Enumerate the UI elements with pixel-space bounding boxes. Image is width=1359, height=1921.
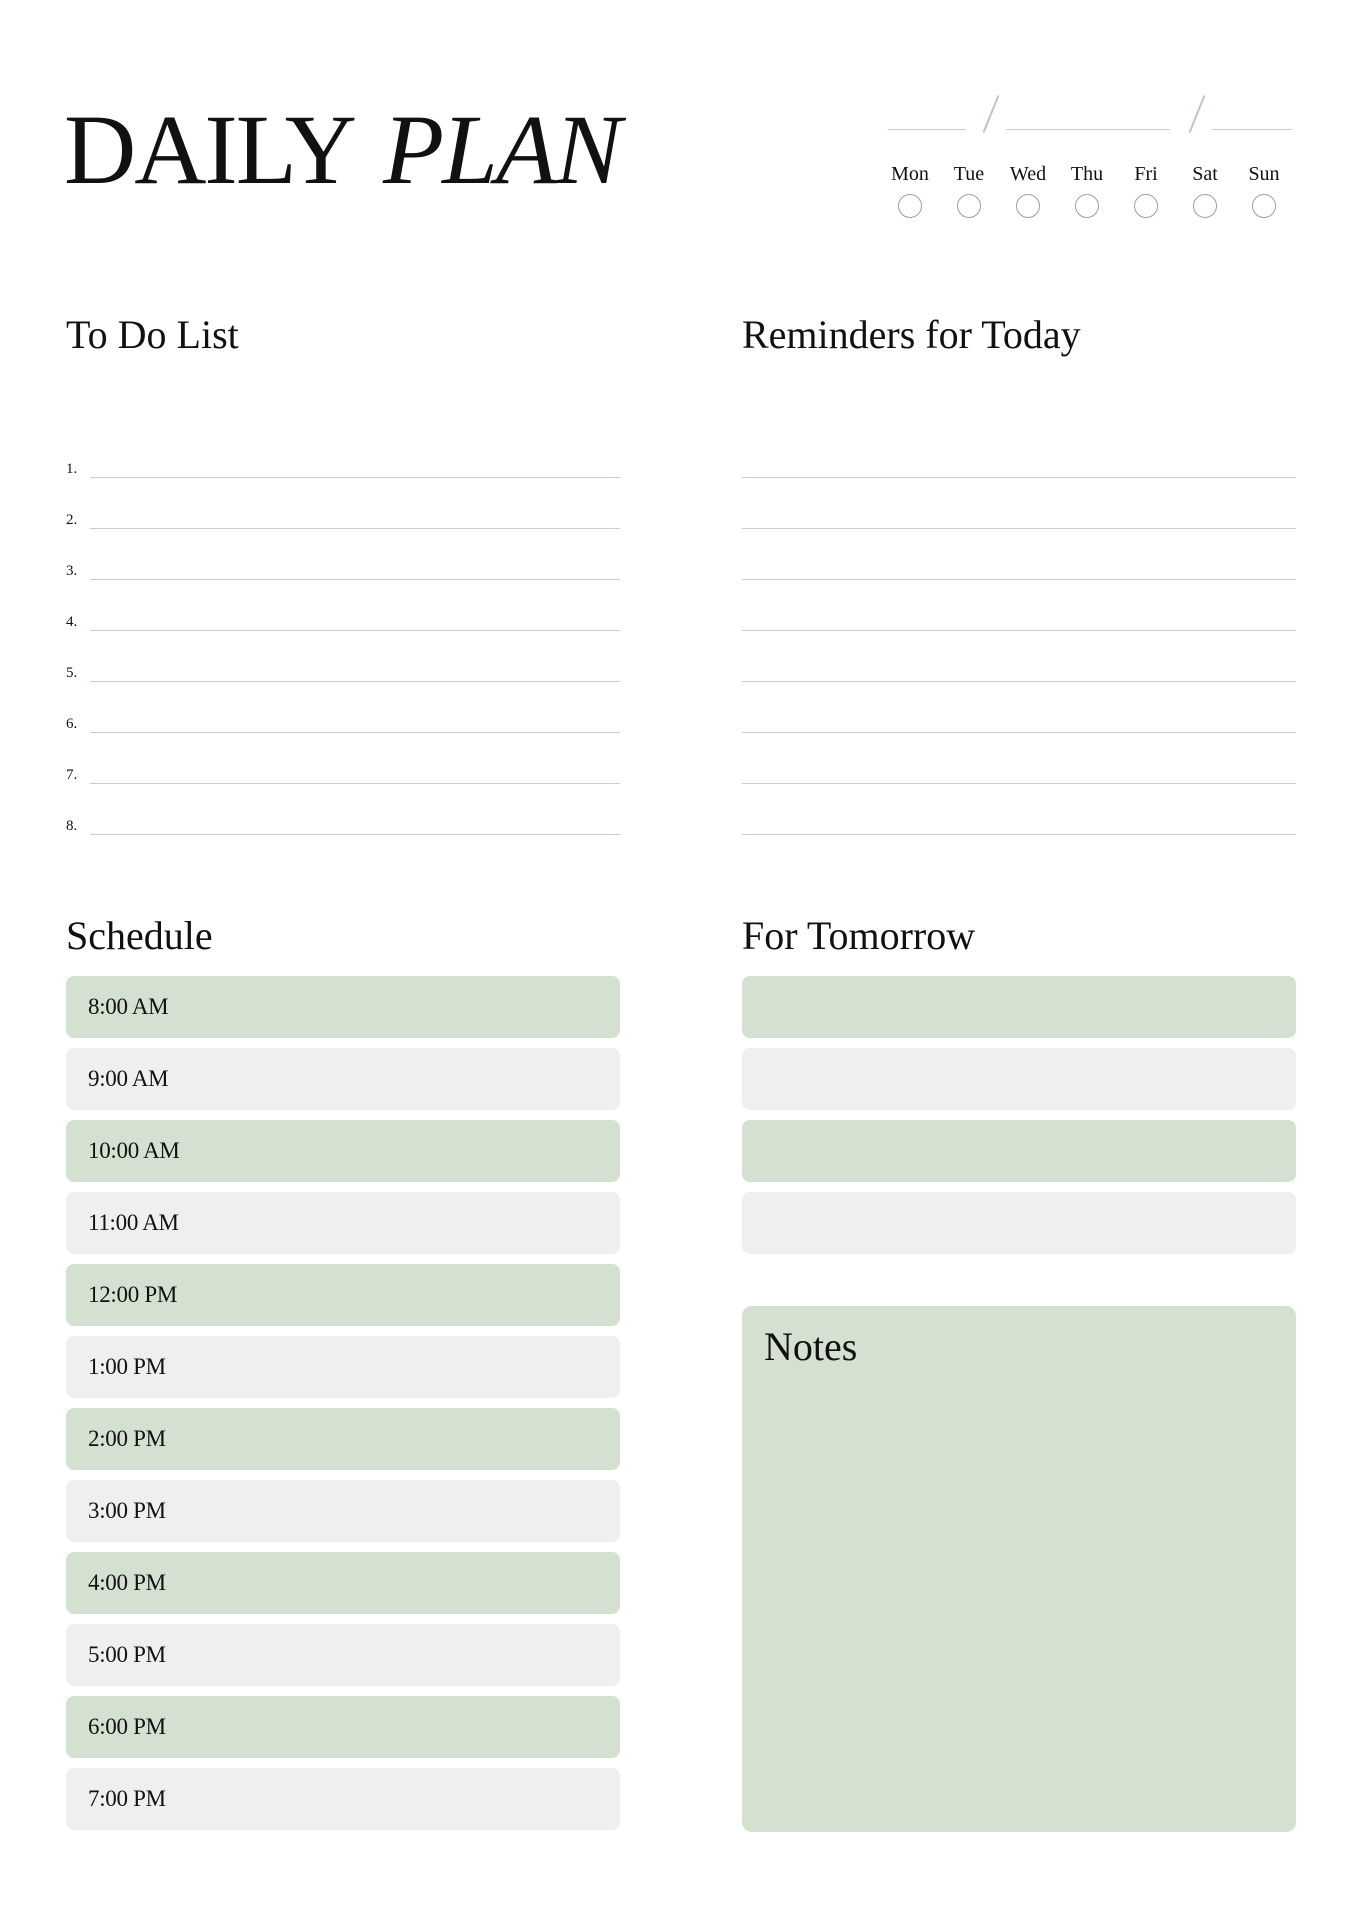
reminders-title: Reminders for Today	[742, 312, 1081, 357]
weekday-checkbox[interactable]	[898, 194, 922, 218]
title-word-daily: DAILY	[64, 94, 356, 205]
weekday-tue	[939, 160, 999, 218]
list-item	[66, 785, 620, 836]
date-separator	[1189, 95, 1205, 133]
schedule-slot[interactable]	[66, 1192, 620, 1254]
reminder-line[interactable]	[742, 732, 1296, 733]
list-item	[66, 734, 620, 785]
schedule-slot[interactable]	[66, 1696, 620, 1758]
list-item	[66, 479, 620, 530]
list-item	[742, 632, 1296, 683]
tomorrow-list	[742, 976, 1296, 1264]
todo-list	[66, 428, 620, 836]
list-item	[66, 428, 620, 479]
list-item	[66, 632, 620, 683]
weekday-label: Fri	[1134, 163, 1158, 185]
tomorrow-row[interactable]	[742, 1120, 1296, 1182]
date-month-field[interactable]	[1006, 129, 1170, 130]
todo-line[interactable]	[90, 732, 620, 733]
slot-time: 2:00 PM	[88, 1426, 166, 1451]
slot-time: 12:00 PM	[88, 1282, 177, 1307]
page-title	[64, 94, 620, 205]
weekday-checkbox[interactable]	[1193, 194, 1217, 218]
title-word-plan: PLAN	[383, 94, 620, 205]
list-item	[66, 683, 620, 734]
notes-title: Notes	[764, 1324, 858, 1369]
weekday-mon	[880, 160, 940, 218]
slot-time: 1:00 PM	[88, 1354, 166, 1379]
slot-time: 3:00 PM	[88, 1498, 166, 1523]
list-item	[742, 683, 1296, 734]
slot-time: 9:00 AM	[88, 1066, 169, 1091]
weekday-label: Tue	[953, 163, 985, 185]
todo-line[interactable]	[90, 681, 620, 682]
slot-time: 6:00 PM	[88, 1714, 166, 1739]
tomorrow-row[interactable]	[742, 1192, 1296, 1254]
todo-number: 6.	[66, 716, 78, 732]
reminder-line[interactable]	[742, 528, 1296, 529]
reminder-line[interactable]	[742, 681, 1296, 682]
reminder-line[interactable]	[742, 783, 1296, 784]
notes-box[interactable]	[742, 1306, 1296, 1832]
slot-time: 7:00 PM	[88, 1786, 166, 1811]
schedule-slot[interactable]	[66, 1552, 620, 1614]
weekday-label: Wed	[1009, 163, 1047, 185]
slot-time: 5:00 PM	[88, 1642, 166, 1667]
weekday-checkbox[interactable]	[1134, 194, 1158, 218]
weekday-label: Thu	[1070, 163, 1104, 185]
schedule-slot[interactable]	[66, 1624, 620, 1686]
weekday-label: Sat	[1192, 163, 1218, 185]
slot-time: 8:00 AM	[88, 994, 169, 1019]
schedule-slot[interactable]	[66, 1048, 620, 1110]
reminder-list	[742, 428, 1296, 836]
reminder-line[interactable]	[742, 630, 1296, 631]
weekday-label: Sun	[1248, 163, 1280, 185]
date-year-field[interactable]	[1212, 129, 1292, 130]
tomorrow-title: For Tomorrow	[742, 913, 976, 958]
schedule-slot[interactable]	[66, 1120, 620, 1182]
list-item	[742, 581, 1296, 632]
slot-time: 4:00 PM	[88, 1570, 166, 1595]
date-day-field[interactable]	[888, 129, 966, 130]
slot-time: 10:00 AM	[88, 1138, 180, 1163]
todo-title: To Do List	[66, 312, 239, 357]
schedule-slot[interactable]	[66, 1480, 620, 1542]
weekday-checkbox[interactable]	[957, 194, 981, 218]
tomorrow-row[interactable]	[742, 1048, 1296, 1110]
todo-line[interactable]	[90, 579, 620, 580]
weekday-sun	[1234, 160, 1294, 218]
todo-number: 2.	[66, 512, 78, 528]
todo-number: 5.	[66, 665, 78, 681]
todo-line[interactable]	[90, 783, 620, 784]
todo-line[interactable]	[90, 834, 620, 835]
reminder-line[interactable]	[742, 579, 1296, 580]
weekday-wed	[998, 160, 1058, 218]
todo-number: 8.	[66, 818, 78, 834]
schedule-list	[66, 976, 620, 1840]
todo-number: 7.	[66, 767, 78, 783]
tomorrow-row[interactable]	[742, 976, 1296, 1038]
weekday-label: Mon	[891, 163, 929, 185]
schedule-title: Schedule	[66, 913, 213, 958]
schedule-slot[interactable]	[66, 1408, 620, 1470]
weekday-fri	[1116, 160, 1176, 218]
slot-time: 11:00 AM	[88, 1210, 179, 1235]
date-separator	[983, 95, 999, 133]
todo-number: 3.	[66, 563, 78, 579]
list-item	[742, 734, 1296, 785]
schedule-slot[interactable]	[66, 976, 620, 1038]
reminder-line[interactable]	[742, 477, 1296, 478]
schedule-slot[interactable]	[66, 1264, 620, 1326]
list-item	[742, 479, 1296, 530]
todo-line[interactable]	[90, 528, 620, 529]
weekday-thu	[1057, 160, 1117, 218]
list-item	[66, 581, 620, 632]
weekday-checkbox[interactable]	[1075, 194, 1099, 218]
list-item	[742, 428, 1296, 479]
schedule-slot[interactable]	[66, 1336, 620, 1398]
weekday-selector	[880, 160, 1292, 230]
weekday-sat	[1175, 160, 1235, 218]
todo-number: 1.	[66, 461, 78, 477]
list-item	[66, 530, 620, 581]
todo-line[interactable]	[90, 630, 620, 631]
reminder-line[interactable]	[742, 834, 1296, 835]
schedule-slot[interactable]	[66, 1768, 620, 1830]
weekday-checkbox[interactable]	[1016, 194, 1040, 218]
list-item	[742, 785, 1296, 836]
weekday-checkbox[interactable]	[1252, 194, 1276, 218]
todo-number: 4.	[66, 614, 78, 630]
list-item	[742, 530, 1296, 581]
todo-line[interactable]	[90, 477, 620, 478]
